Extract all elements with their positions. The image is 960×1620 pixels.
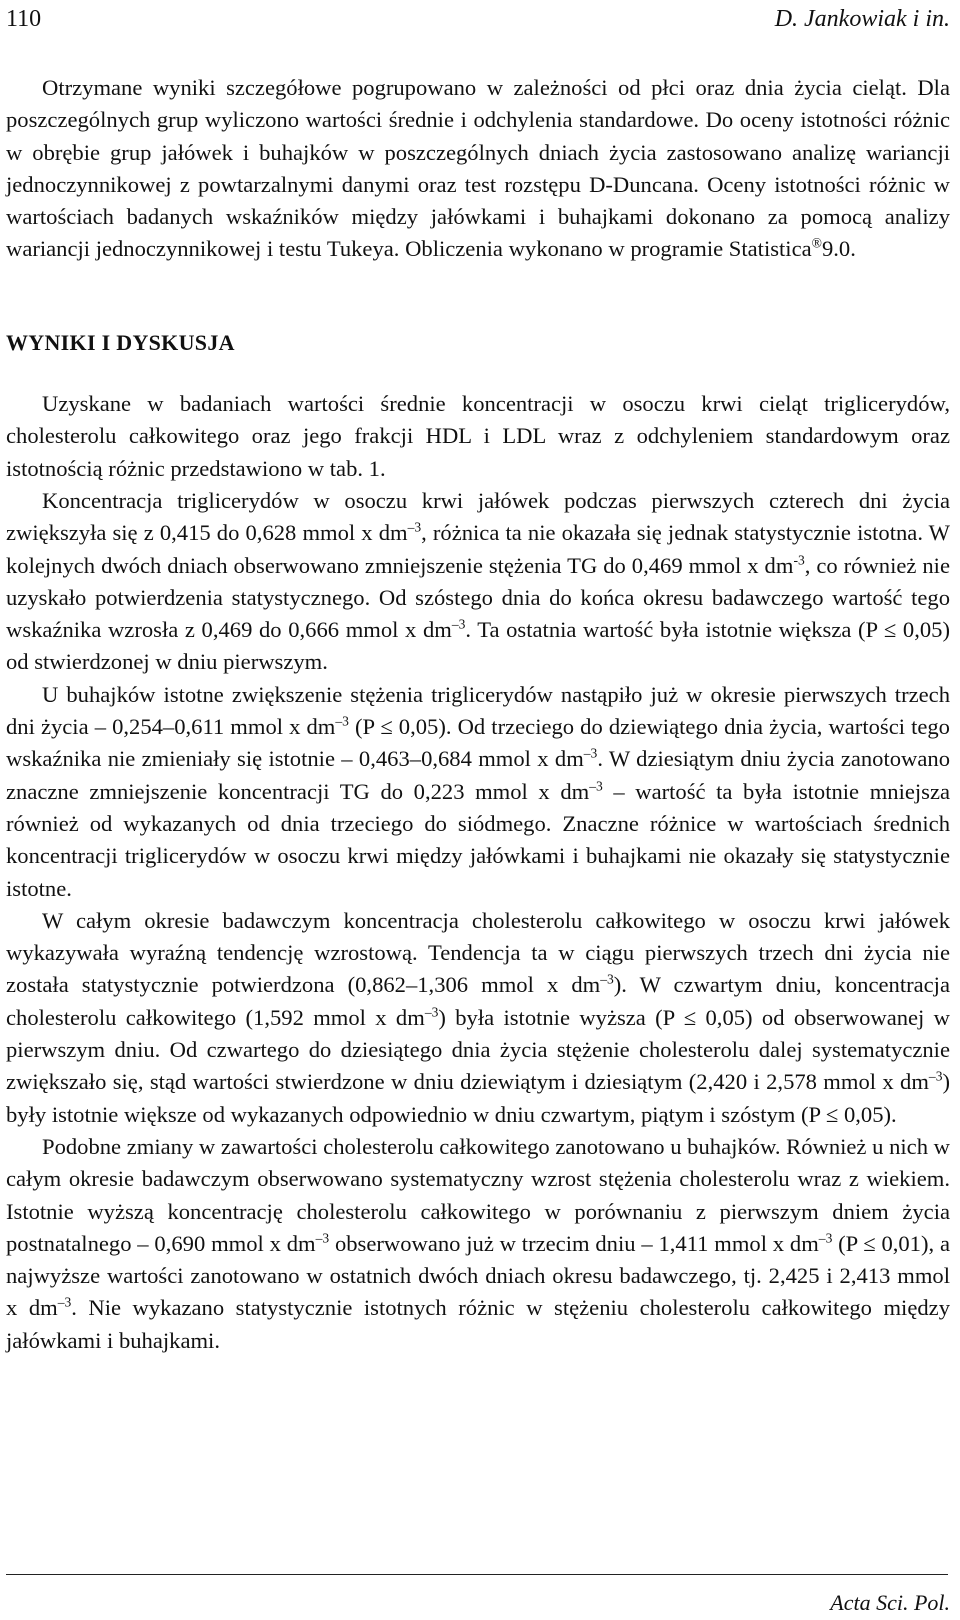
journal-footer: Acta Sci. Pol. (830, 1590, 950, 1615)
paragraph-cholesterol-bulls: Podobne zmiany w zawartości cholesterolu całkowitego zanotowano u buhajków. Również u nich w całym okresie badawczym obserwowano systematyczny wzrost stężenia cholesterolu wraz z wiekiem. Istotnie wyższą koncentrację cholesterolu całkowitego w porównaniu z pierwszym dniem życia postnatalnego – 0,690 mmol x $dm^{-3}$ obserwowano już w trzecim dniu – 1,411 mmol x $dm^{-3}$ (P ≤ 0,01), a najwyższe wartości zanotowano w ostatnich dwóch dniach okresu badawczego, tj. 2,425 i 2,413 mmol x $dm^{-3}$. Nie wykazano statystycznie istotnych różnic w stężeniu cholesterolu całkowitego między jałówkami i buhajkami. (6, 1133, 950, 1353)
page-number: 110 (6, 6, 42, 32)
body-text (6, 72, 950, 1357)
paragraph-results-intro: Uzyskane w badaniach wartości średnie koncentracji w osoczu krwi cieląt triglicerydów, cholesterolu całkowitego oraz jego frakcji HDL i LDL wraz z odchyleniem standardowym oraz istotnością różnic przedstawiono w tab. 1. (6, 391, 950, 481)
page-header (6, 6, 950, 46)
paragraph-cholesterol-heifers: W całym okresie badawczym koncentracja cholesterolu całkowitego w osoczu krwi jałówek wykazywała wyraźną tendencję wzrostową. Tendencja ta w ciągu pierwszych trzech dni życia nie została statystycznie potwierdzona (0,862–1,306 mmol x $dm^{-3}$). W czwartym dniu, koncentracja cholesterolu całkowitego (1,592 mmol x $dm^{-3}$) była istotnie wyższa (P ≤ 0,05) od obserwowanej w pierwszym dniu. Od czwartego do dziesiątego dnia życia stężenie cholesterolu dalej systematycznie zwiększało się, stąd wartości stwierdzone w dniu dziewiątym i dziesiątym (2,420 i 2,578 mmol x $dm^{-3}$) były istotnie większe od wykazanych odpowiednio w dniu czwartym, piątym i szóstym (P ≤ 0,05). (6, 907, 950, 1127)
paragraph-tg-heifers: Koncentracja triglicerydów w osoczu krwi jałówek podczas pierwszych czterech dni życia zwiększyła się z 0,415 do 0,628 mmol x $dm^{-3}$, różnica ta nie okazała się jednak statystycznie istotna. W kolejnych dwóch dniach obserwowano zmniejszenie stężenia TG do 0,469 mmol x $dm^{-3}$, co również nie uzyskało potwierdzenia statystycznego. Od szóstego dnia do końca okresu badawczego wartość tego wskaźnika wzrosła z 0,469 do 0,666 mmol x $dm^{-3}$. Ta ostatnia wartość była istotnie większa (P ≤ 0,05) od stwierdzonej w dniu pierwszym. (6, 487, 951, 675)
paragraph-methods: Otrzymane wyniki szczegółowe pogrupowano w zależności od płci oraz dnia życia cieląt. Dla poszczególnych grup wyliczono wartości średnie i odchylenia standardowe. Do oceny istotności różnic w obrębie grup jałówek i buhajków w poszczególnych dniach życia zastosowano analizę wariancji jednoczynnikowej z powtarzalnymi danymi oraz test rozstępu D-Duncana. Oceny istotności różnic w wartościach badanych wskaźników między jałówkami i buhajkami dokonano za pomocą analizy wariancji jednoczynnikowej i testu Tukeya. Obliczenia wykonano w programie Statistica®9.0. (6, 75, 950, 262)
section-heading: WYNIKI I DYSKUSJA (6, 329, 235, 355)
paragraph-tg-bulls: U buhajków istotne zwiększenie stężenia triglicerydów nastąpiło już w okresie pierwszych trzech dni życia – 0,254–0,611 mmol x $dm^{-3}$ (P ≤ 0,05). Od trzeciego do dziewiątego dnia życia, wartości tego wskaźnika nie zmieniały się istotnie – 0,463–0,684 mmol x $dm^{-3}$. W dziesiątym dniu życia zanotowano znaczne zmniejszenie koncentracji TG do 0,223 mmol x $dm^{-3}$ – wartość ta była istotnie mniejsza również od wykazanych od dnia trzeciego do siódmego. Znaczne różnice w wartościach średnich koncentracji triglicerydów w osoczu krwi między jałówkami i buhajkami nie okazały się statystycznie istotne. (6, 681, 950, 901)
running-head-authors: D. Jankowiak i in. (774, 6, 950, 32)
footer-divider (6, 1574, 948, 1575)
